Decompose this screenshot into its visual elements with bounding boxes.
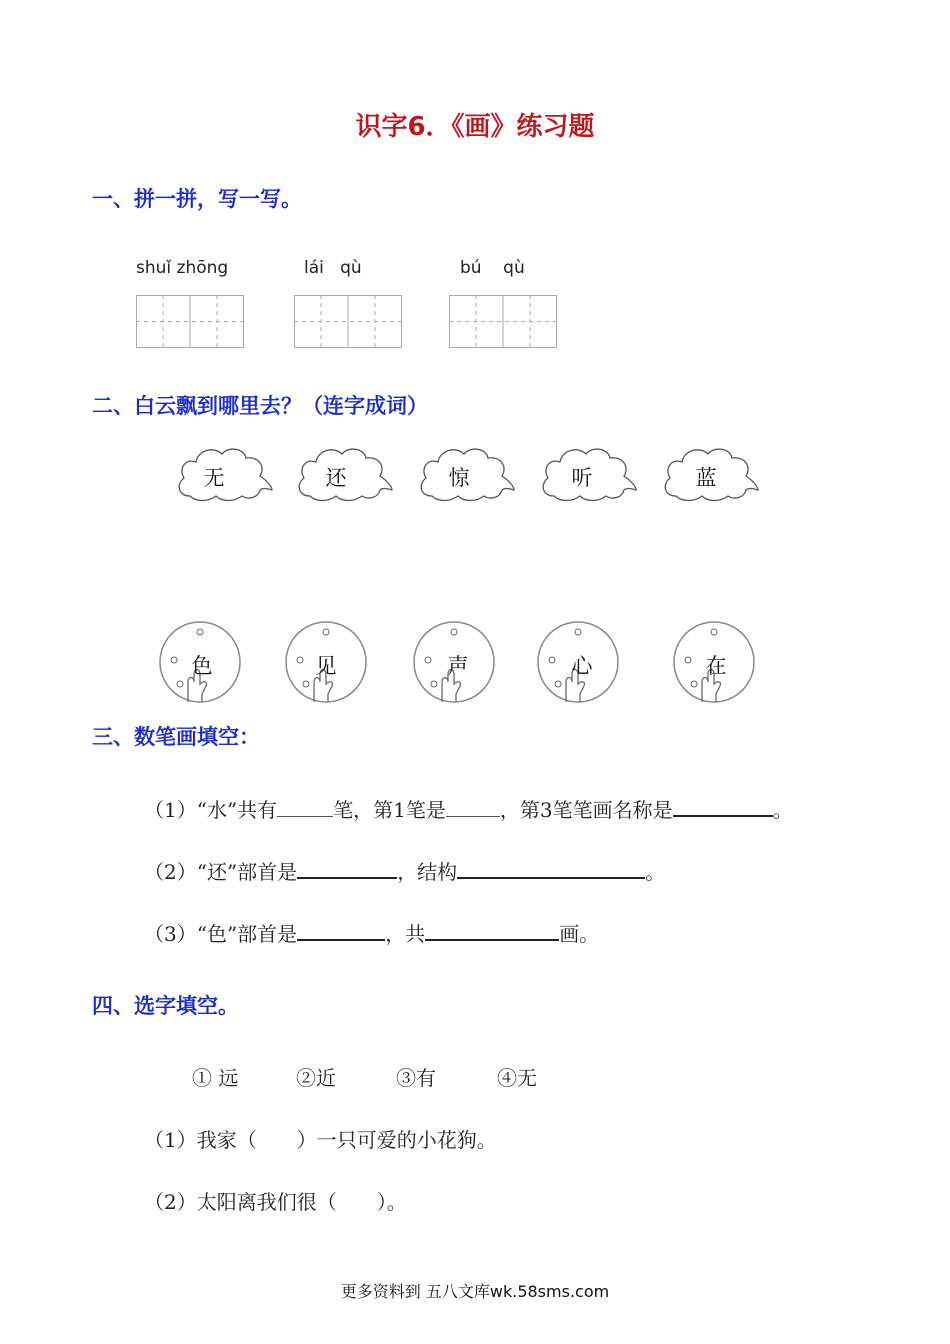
pinyin-group-1: shuǐ zhōng	[136, 258, 229, 278]
q2-blank-radical[interactable]	[297, 857, 397, 879]
q1-blank-third-stroke-name[interactable]	[673, 795, 773, 817]
stroke-question-3	[144, 918, 599, 947]
q1-text-d: 。	[772, 798, 793, 822]
balloon-char-3[interactable]: 声	[447, 654, 469, 678]
q2-text-c: 。	[645, 860, 666, 884]
balloon-char-4[interactable]: 心	[571, 654, 593, 678]
cloud-char-5[interactable]: 蓝	[695, 466, 717, 490]
section-1-heading: 一、拼一拼，写一写。	[92, 187, 302, 211]
q1-blank-stroke-count[interactable]	[277, 796, 333, 817]
q3-text-a: （3）“色”部首是	[144, 922, 298, 946]
section-3-heading: 三、数笔画填空：	[92, 725, 260, 749]
balloon-char-5[interactable]: 在	[705, 654, 727, 678]
q3-blank-stroke-count[interactable]	[425, 919, 559, 941]
cloud-char-3[interactable]: 惊	[448, 466, 470, 490]
q1-text-a: （1）“水”共有	[144, 798, 278, 822]
cloud-char-4[interactable]: 听	[571, 466, 593, 490]
option-4[interactable]: ④无	[497, 1066, 537, 1090]
section-4-heading: 四、选字填空。	[92, 994, 239, 1018]
q2-text-a: （2）“还”部首是	[144, 860, 298, 884]
balloon-char-2[interactable]: 见	[315, 654, 337, 678]
fill-question-1: （1）我家（ ）一只可爱的小花狗。	[144, 1128, 497, 1152]
q3-blank-radical[interactable]	[297, 919, 385, 941]
option-1[interactable]: ① 远	[192, 1066, 239, 1090]
balloon-char-1[interactable]: 色	[191, 654, 213, 678]
option-2[interactable]: ②近	[296, 1066, 336, 1090]
writing-grid-3[interactable]	[449, 295, 559, 351]
footer-source: 更多资料到 五八文库wk.58sms.com	[340, 1282, 610, 1301]
pinyin-group-3: bú qù	[460, 258, 525, 278]
pinyin-group-2: lái qù	[304, 258, 362, 278]
q1-text-c: ，第3笔笔画名称是	[499, 798, 673, 822]
q3-text-c: 画。	[559, 922, 600, 946]
fill-question-2: （2）太阳离我们很（ ）。	[144, 1190, 407, 1214]
writing-grid-2[interactable]	[294, 295, 404, 351]
writing-grid-1[interactable]	[136, 295, 246, 351]
cloud-char-2[interactable]: 还	[325, 466, 347, 490]
q3-text-b: ，共	[385, 922, 426, 946]
option-3[interactable]: ③有	[396, 1066, 436, 1090]
q2-blank-structure[interactable]	[457, 857, 645, 879]
q1-text-b: 笔，第1笔是	[333, 798, 446, 822]
stroke-question-1	[144, 794, 793, 823]
cloud-char-1[interactable]: 无	[203, 466, 225, 490]
q2-text-b: ，结构	[397, 860, 458, 884]
q1-blank-first-stroke[interactable]	[446, 796, 500, 817]
page-title: 识字6．《画》练习题	[355, 112, 595, 142]
section-2-heading: 二、白云飘到哪里去？（连字成词）	[92, 394, 428, 418]
stroke-question-2	[144, 856, 665, 885]
